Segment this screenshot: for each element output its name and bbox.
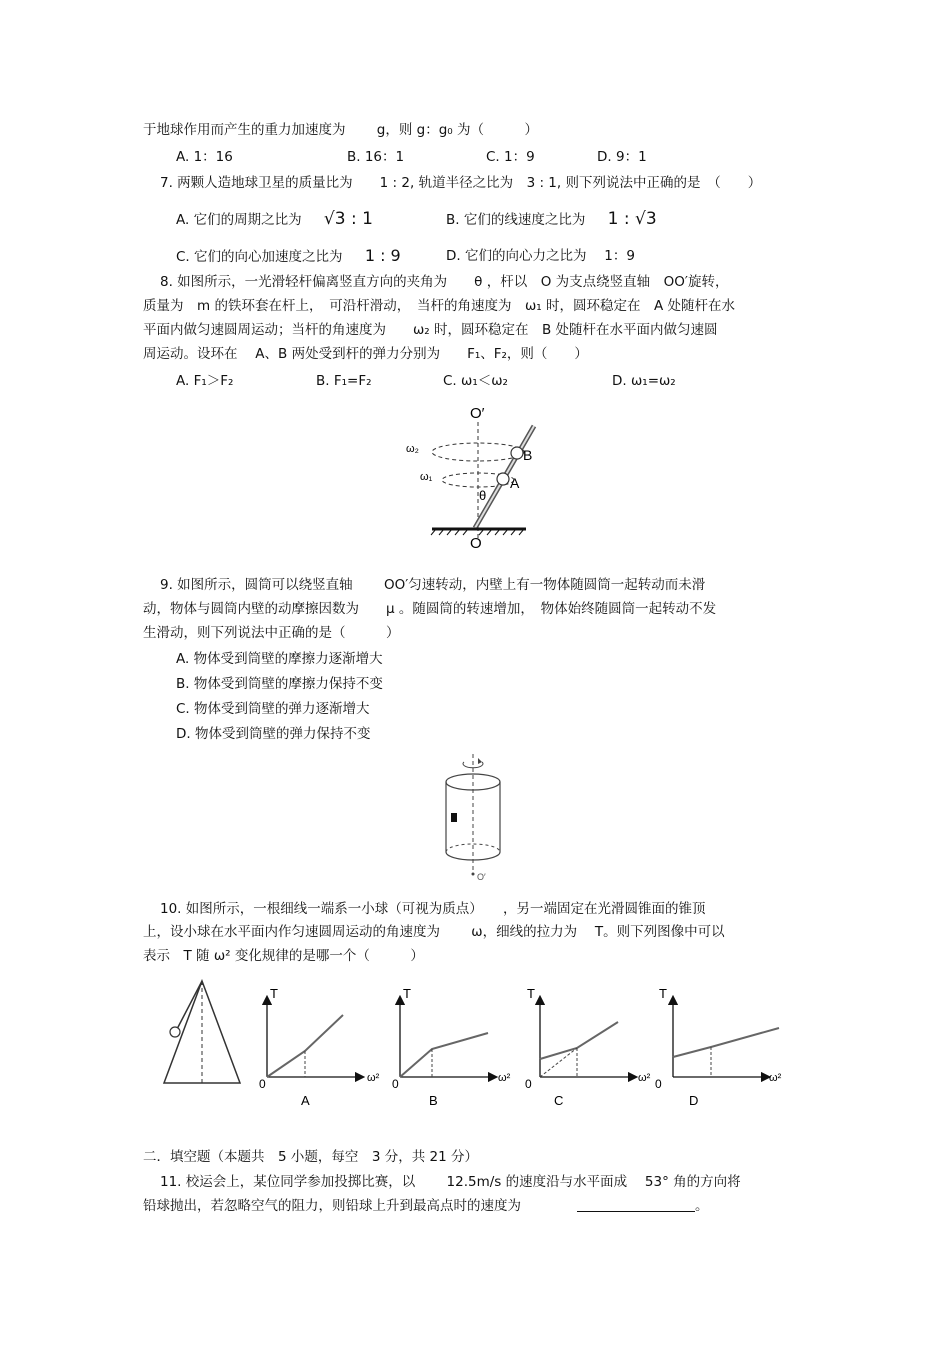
graph-d-curve <box>673 1028 779 1057</box>
q7-option-a-ratio: √3 : 1 <box>323 209 373 229</box>
label-omega2: ω₂ <box>406 443 419 455</box>
label-b: B <box>523 447 533 463</box>
q8-line-1: 8. 如图所示，一光滑轻杆偏离竖直方向的夹角为 θ ，杆以 O 为支点绕竖直轴 OO′旋转， <box>160 274 729 290</box>
graph-a <box>259 986 380 1108</box>
graph-b-origin: 0 <box>392 1077 399 1091</box>
label-o: O <box>470 535 482 552</box>
q8-line-3: 平面内做匀速圆周运动；当杆的角速度为 ω₂ 时，圆环稳定在 B 处随杆在水平面内做匀速圆 <box>143 322 718 338</box>
q7-stem: 7. 两颗人造地球卫星的质量比为 1 : 2, 轨道半径之比为 3 : 1, 则下列说法中正确的是 （ ） <box>160 175 762 191</box>
q8-option-b: B. F₁=F₂ <box>316 373 372 389</box>
label-a: A <box>510 475 520 491</box>
q6-option-c: C. 1：9 <box>486 149 535 165</box>
q10-line-1: 10. 如图所示，一根细线一端系一小球（可视为质点） ，另一端固定在光滑圆锥面的锥顶 <box>160 901 706 917</box>
graph-b-label: B <box>429 1093 438 1108</box>
graph-d <box>655 986 782 1108</box>
q9-option-b: B. 物体受到筒壁的摩擦力保持不变 <box>176 676 383 692</box>
ring-a <box>497 473 509 485</box>
graph-d-origin: 0 <box>655 1077 662 1091</box>
q7-option-c <box>176 247 401 266</box>
q6-option-a: A. 1：16 <box>176 149 233 165</box>
q10-line-2: 上，设小球在水平面内作匀速圆周运动的角速度为 ω，细线的拉力为 T。则下列图像中可以 <box>143 924 725 940</box>
q7-option-c-ratio: 1 : 9 <box>364 246 401 265</box>
q9-option-d: D. 物体受到筒壁的弹力保持不变 <box>176 726 371 742</box>
q7-option-c-text: C. 它们的向心加速度之比为 <box>176 249 343 265</box>
ball <box>170 1027 180 1037</box>
ring-b <box>511 447 523 459</box>
q8-line-4: 周运动。设环在 A、B 两处受到杆的弹力分别为 F₁、F₂，则（ ） <box>143 346 588 362</box>
graph-c <box>525 986 651 1108</box>
block-object <box>451 813 457 822</box>
q11-line-2-end: 。 <box>695 1198 709 1214</box>
cylinder-figure <box>440 752 520 882</box>
q9-line-2: 动，物体与圆筒内壁的动摩擦因数为 μ 。随圆筒的转速增加， 物体始终随圆筒一起转动不发 <box>143 601 717 617</box>
q11-line-2 <box>143 1197 709 1215</box>
label-theta: θ <box>479 488 487 503</box>
q9-option-a: A. 物体受到筒壁的摩擦力逐渐增大 <box>176 651 383 667</box>
q7-option-a <box>176 210 373 229</box>
q7-option-b <box>446 210 657 229</box>
graph-a-y-label: T <box>270 986 278 1001</box>
q8-option-c: C. ω₁＜ω₂ <box>443 373 508 389</box>
graph-b-curve <box>400 1033 488 1077</box>
graph-b-y-label: T <box>403 986 411 1001</box>
q7-option-d: D. 它们的向心力之比为 1：9 <box>446 248 635 264</box>
graph-b <box>392 986 511 1108</box>
graph-d-x-label: ω² <box>769 1072 782 1084</box>
label-o-prime: O′ <box>470 405 485 422</box>
q8-option-a: A. F₁＞F₂ <box>176 373 234 389</box>
graph-a-label: A <box>301 1093 310 1108</box>
graph-c-x-label: ω² <box>638 1072 651 1084</box>
q7-option-b-ratio: 1 : √3 <box>607 209 657 229</box>
graph-d-label: D <box>689 1093 699 1108</box>
q9-line-1: 9. 如图所示，圆筒可以绕竖直轴 OO′匀速转动，内壁上有一物体随圆筒一起转动而未滑 <box>160 577 706 593</box>
q10-line-3: 表示 T 随 ω² 变化规律的是哪一个（ ） <box>143 948 424 964</box>
q6-option-d: D. 9：1 <box>597 149 647 165</box>
q11-line-1: 11. 校运会上，某位同学参加投掷比赛，以 12.5m/s 的速度沿与水平面成 53° 角的方向将 <box>160 1174 741 1190</box>
string <box>176 981 202 1031</box>
graph-c-y-label: T <box>527 986 535 1001</box>
q7-option-a-text: A. 它们的周期之比为 <box>176 212 302 228</box>
q11-line-2-text: 铅球抛出，若忽略空气的阻力，则铅球上升到最高点时的速度为 <box>143 1198 521 1214</box>
label-omega1: ω₁ <box>420 471 433 483</box>
q7-option-b-text: B. 它们的线速度之比为 <box>446 212 586 228</box>
graph-a-x-label: ω² <box>367 1072 380 1084</box>
graph-c-origin: 0 <box>525 1077 532 1091</box>
q8-line-2: 质量为 m 的铁环套在杆上， 可沿杆滑动， 当杆的角速度为 ω₁ 时，圆环稳定在 A 处随杆在水 <box>143 298 735 314</box>
q6-option-b: B. 16：1 <box>347 149 405 165</box>
q6-stem-tail: 于地球作用而产生的重力加速度为 g，则 g：g₀ 为（ ） <box>143 122 538 138</box>
cone-figure <box>160 975 250 1090</box>
section-heading: 二．填空题（本题共 5 小题，每空 3 分，共 21 分） <box>143 1149 479 1165</box>
graph-c-curve <box>540 1022 618 1059</box>
label-o-prime: O′ <box>477 872 486 882</box>
graphs-row <box>255 985 785 1110</box>
graph-b-x-label: ω² <box>498 1072 511 1084</box>
graph-c-label: C <box>554 1093 564 1108</box>
q9-option-c: C. 物体受到筒壁的弹力逐渐增大 <box>176 701 370 717</box>
graph-d-y-label: T <box>659 986 667 1001</box>
q8-option-d: D. ω₁=ω₂ <box>612 373 676 389</box>
q9-line-3: 生滑动，则下列说法中正确的是（ ） <box>143 625 400 641</box>
answer-blank[interactable] <box>577 1197 695 1212</box>
graph-a-origin: 0 <box>259 1077 266 1091</box>
rod-rotation-figure <box>400 400 550 555</box>
